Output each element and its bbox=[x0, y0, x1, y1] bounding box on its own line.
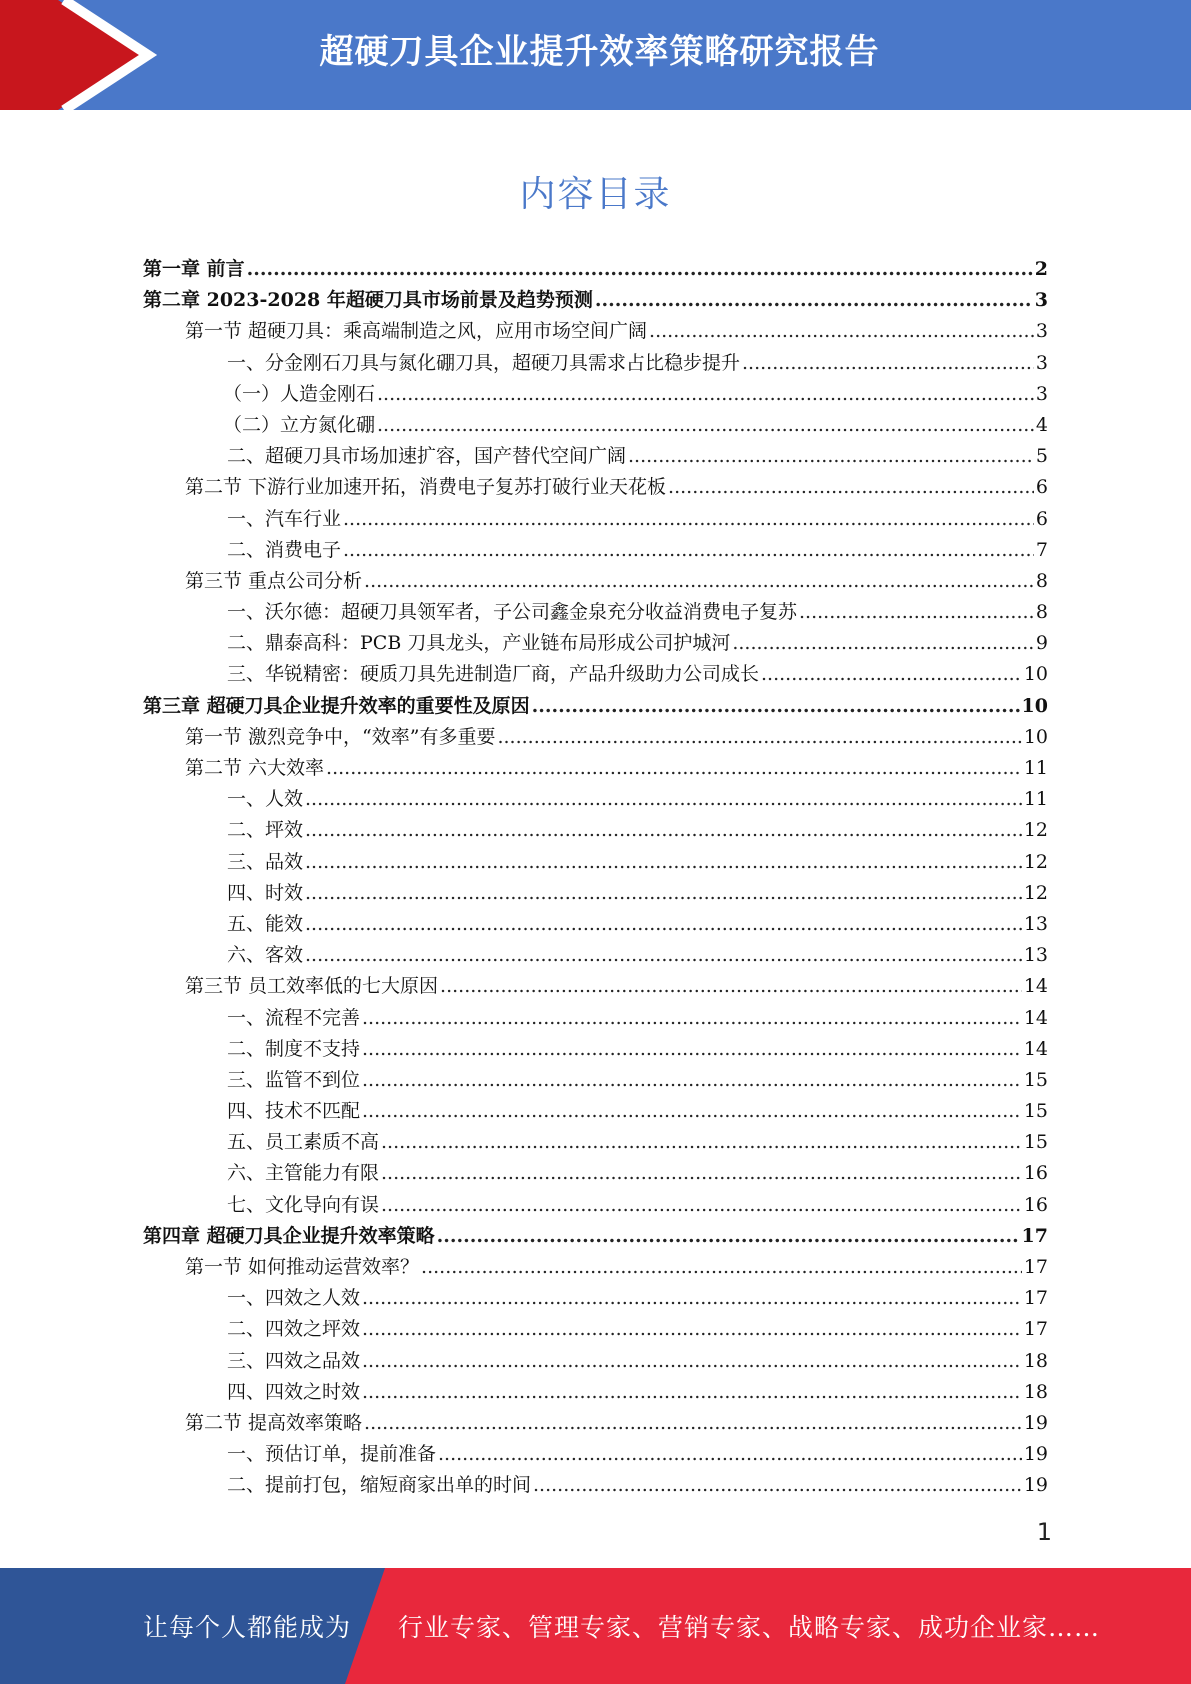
report-title: 超硬刀具企业提升效率策略研究报告 bbox=[319, 32, 880, 72]
toc-entry[interactable] bbox=[143, 1003, 1048, 1034]
toc-leader-dots bbox=[761, 659, 1022, 690]
toc-entry-label: 七、文化导向有误 bbox=[227, 1193, 380, 1216]
toc-entry-label: 第一节 激烈竞争中，“效率”有多重要 bbox=[185, 725, 496, 748]
toc-leader-dots bbox=[381, 1158, 1022, 1189]
toc-entry-label: 第二节 下游行业加速开拓，消费电子复苏打破行业天花板 bbox=[185, 476, 667, 499]
toc-entry-label: 第二节 提高效率策略 bbox=[185, 1411, 363, 1434]
toc-entry[interactable] bbox=[143, 316, 1048, 347]
toc-leader-dots bbox=[438, 1439, 1022, 1470]
toc-entry-page: 12 bbox=[1023, 850, 1048, 873]
toc-entry[interactable] bbox=[143, 1221, 1048, 1252]
toc-leader-dots bbox=[381, 1127, 1022, 1158]
toc-entry[interactable] bbox=[143, 1314, 1048, 1345]
toc-entry[interactable] bbox=[143, 1252, 1048, 1283]
toc-entry-page: 9 bbox=[1035, 632, 1048, 655]
toc-entry[interactable] bbox=[143, 1096, 1048, 1127]
toc-entry-page: 19 bbox=[1023, 1474, 1048, 1497]
toc-leader-dots bbox=[668, 472, 1034, 503]
toc-entry-page: 15 bbox=[1023, 1100, 1048, 1123]
toc-entry[interactable] bbox=[143, 659, 1048, 690]
toc-entry-page: 10 bbox=[1023, 725, 1048, 748]
toc-leader-dots bbox=[732, 628, 1034, 659]
toc-entry-page: 3 bbox=[1035, 351, 1048, 374]
toc-entry-page: 4 bbox=[1035, 413, 1048, 436]
toc-leader-dots bbox=[595, 285, 1033, 316]
toc-entry-label: 六、主管能力有限 bbox=[227, 1162, 380, 1185]
toc-entry-label: 一、流程不完善 bbox=[227, 1006, 361, 1029]
toc-entry[interactable] bbox=[143, 1127, 1048, 1158]
toc-entry-page: 13 bbox=[1023, 912, 1048, 935]
toc-entry-page: 17 bbox=[1023, 1256, 1048, 1278]
toc-entry[interactable] bbox=[143, 1346, 1048, 1377]
toc-leader-dots bbox=[497, 722, 1021, 753]
toc-leader-dots bbox=[364, 1408, 1022, 1439]
toc-entry-page: 6 bbox=[1035, 507, 1048, 530]
toc-entry-label: 一、汽车行业 bbox=[227, 507, 342, 530]
toc-entry[interactable] bbox=[143, 285, 1048, 316]
toc-entry-label: 四、时效 bbox=[227, 881, 304, 904]
page-number: 1 bbox=[1036, 1518, 1052, 1546]
toc-entry-label: 三、品效 bbox=[227, 850, 304, 873]
footer-slogan-left: 让每个人都能成为 bbox=[143, 1613, 352, 1642]
toc-leader-dots bbox=[343, 504, 1034, 535]
toc-entry[interactable] bbox=[143, 472, 1048, 503]
toc-entry-page: 17 bbox=[1021, 1224, 1048, 1247]
toc-entry[interactable] bbox=[143, 753, 1048, 784]
toc-entry-page: 10 bbox=[1021, 694, 1048, 717]
toc-entry-label: 一、分金刚石刀具与氮化硼刀具，超硬刀具需求占比稳步提升 bbox=[227, 351, 741, 374]
toc-entry[interactable] bbox=[143, 1470, 1048, 1501]
toc-leader-dots bbox=[247, 254, 1033, 285]
toc-entry[interactable] bbox=[143, 535, 1048, 566]
toc-entry-page: 3 bbox=[1035, 320, 1048, 343]
toc-entry-page: 6 bbox=[1035, 476, 1048, 499]
toc-entry[interactable] bbox=[143, 1190, 1048, 1221]
toc-entry-label: （一）人造金刚石 bbox=[223, 382, 376, 405]
toc-entry[interactable] bbox=[143, 379, 1048, 410]
toc-leader-dots bbox=[421, 1252, 1022, 1283]
toc-entry-label: 第三节 员工效率低的七大原因 bbox=[185, 975, 439, 998]
toc-entry[interactable] bbox=[143, 628, 1048, 659]
toc-leader-dots bbox=[326, 753, 1022, 784]
toc-entry-label: （二）立方氮化硼 bbox=[223, 413, 376, 436]
toc-entry-label: 三、华锐精密：硬质刀具先进制造厂商，产品升级助力公司成长 bbox=[227, 663, 760, 686]
toc-entry[interactable] bbox=[143, 1408, 1048, 1439]
toc-entry-page: 16 bbox=[1023, 1193, 1048, 1216]
toc-entry-label: 五、能效 bbox=[227, 912, 304, 935]
toc-leader-dots bbox=[305, 815, 1022, 846]
toc-entry-page: 19 bbox=[1023, 1443, 1048, 1466]
toc-entry-page: 10 bbox=[1023, 663, 1048, 686]
toc-entry-label: 三、监管不到位 bbox=[227, 1068, 361, 1091]
toc-leader-dots bbox=[628, 441, 1034, 472]
toc-leader-dots bbox=[305, 909, 1022, 940]
toc-leader-dots bbox=[305, 940, 1022, 971]
toc-leader-dots bbox=[305, 847, 1022, 878]
toc-entry-label: 四、技术不匹配 bbox=[227, 1100, 361, 1123]
toc-entry-label: 第一节 超硬刀具：乘高端制造之风，应用市场空间广阔 bbox=[185, 320, 648, 343]
toc-entry[interactable] bbox=[143, 1158, 1048, 1189]
toc-leader-dots bbox=[362, 1283, 1022, 1314]
toc-entry-page: 12 bbox=[1023, 819, 1048, 842]
toc-entry-label: 二、制度不支持 bbox=[227, 1037, 361, 1060]
toc-entry-page: 5 bbox=[1035, 445, 1048, 468]
toc-entry[interactable] bbox=[143, 566, 1048, 597]
toc-entry-page: 14 bbox=[1023, 975, 1048, 998]
toc-entry-page: 2 bbox=[1034, 258, 1048, 280]
toc-entry-label: 四、四效之时效 bbox=[227, 1380, 361, 1403]
toc-entry[interactable] bbox=[143, 1377, 1048, 1408]
toc-entry-label: 一、人效 bbox=[227, 788, 304, 811]
footer-slogan-right: 行业专家、管理专家、营销专家、战略专家、成功企业家…… bbox=[398, 1613, 1101, 1642]
toc-entry-page: 12 bbox=[1023, 881, 1048, 904]
toc-entry[interactable] bbox=[143, 1283, 1048, 1314]
toc-entry-label: 一、沃尔德：超硬刀具领军者，子公司鑫金泉充分收益消费电子复苏 bbox=[227, 601, 798, 624]
toc-entry[interactable] bbox=[143, 784, 1048, 815]
toc-entry[interactable] bbox=[143, 722, 1048, 753]
toc-entry-label: 第一章 前言 bbox=[143, 258, 245, 280]
toc-entry-page: 15 bbox=[1023, 1068, 1048, 1091]
toc-leader-dots bbox=[362, 1314, 1022, 1345]
toc-entry-label: 第三节 重点公司分析 bbox=[185, 569, 363, 592]
toc-entry-page: 14 bbox=[1023, 1037, 1048, 1060]
toc-leader-dots bbox=[362, 1034, 1022, 1065]
toc-entry-label: 二、鼎泰高科：PCB 刀具龙头，产业链布局形成公司护城河 bbox=[227, 632, 731, 655]
toc-entry-label: 三、四效之品效 bbox=[227, 1349, 361, 1372]
toc-entry-label: 二、提前打包，缩短商家出单的时间 bbox=[227, 1474, 532, 1497]
toc-entry-label: 一、预估订单，提前准备 bbox=[227, 1443, 437, 1466]
toc-entry-label: 第二节 六大效率 bbox=[185, 757, 325, 779]
toc-entry[interactable] bbox=[143, 971, 1048, 1002]
toc-leader-dots bbox=[362, 1065, 1022, 1096]
toc-entry-label: 一、四效之人效 bbox=[227, 1287, 361, 1310]
toc-leader-dots bbox=[377, 379, 1034, 410]
toc-entry[interactable] bbox=[143, 847, 1048, 878]
toc-entry-page: 8 bbox=[1035, 569, 1048, 592]
toc-leader-dots bbox=[649, 316, 1034, 347]
toc-entry[interactable] bbox=[143, 348, 1048, 379]
toc-entry[interactable] bbox=[143, 1439, 1048, 1470]
toc-leader-dots bbox=[364, 566, 1034, 597]
toc-entry-page: 7 bbox=[1035, 538, 1048, 561]
toc-entry-page: 3 bbox=[1035, 382, 1048, 405]
toc-entry-page: 17 bbox=[1023, 1318, 1048, 1341]
toc-leader-dots bbox=[381, 1190, 1022, 1221]
toc-entry-page: 16 bbox=[1023, 1162, 1048, 1185]
toc-entry[interactable] bbox=[143, 597, 1048, 628]
toc-leader-dots bbox=[362, 1377, 1022, 1408]
toc-entry[interactable] bbox=[143, 441, 1048, 472]
toc-leader-dots bbox=[440, 971, 1022, 1002]
toc-entry[interactable] bbox=[143, 940, 1048, 971]
toc-entry-label: 第二章 2023-2028 年超硬刀具市场前景及趋势预测 bbox=[143, 289, 593, 312]
toc-leader-dots bbox=[799, 597, 1034, 628]
toc-entry-label: 二、四效之坪效 bbox=[227, 1318, 361, 1341]
toc-entry-page: 15 bbox=[1023, 1131, 1048, 1154]
toc-leader-dots bbox=[742, 348, 1034, 379]
toc-leader-dots bbox=[343, 535, 1034, 566]
toc-entry-label: 第三章 超硬刀具企业提升效率的重要性及原因 bbox=[143, 694, 530, 717]
toc-leader-dots bbox=[377, 410, 1034, 441]
toc-entry-label: 第四章 超硬刀具企业提升效率策略 bbox=[143, 1224, 435, 1247]
table-of-contents bbox=[143, 254, 1048, 1502]
toc-leader-dots bbox=[532, 691, 1020, 722]
toc-entry[interactable] bbox=[143, 1034, 1048, 1065]
toc-entry[interactable] bbox=[143, 878, 1048, 909]
toc-entry-page: 17 bbox=[1023, 1287, 1048, 1310]
footer-banner bbox=[0, 1568, 1191, 1684]
toc-entry[interactable] bbox=[143, 691, 1048, 722]
toc-entry-label: 第一节 如何推动运营效率？ bbox=[185, 1256, 420, 1278]
toc-entry-page: 11 bbox=[1023, 757, 1048, 779]
toc-entry-page: 11 bbox=[1023, 788, 1048, 811]
toc-entry-label: 二、超硬刀具市场加速扩容，国产替代空间广阔 bbox=[227, 445, 627, 468]
toc-leader-dots bbox=[437, 1221, 1020, 1252]
toc-leader-dots bbox=[533, 1470, 1022, 1501]
toc-leader-dots bbox=[305, 784, 1022, 815]
toc-entry-page: 3 bbox=[1034, 289, 1048, 312]
toc-entry[interactable] bbox=[143, 254, 1048, 285]
toc-entry-label: 二、消费电子 bbox=[227, 538, 342, 561]
toc-entry-page: 18 bbox=[1023, 1380, 1048, 1403]
toc-entry-page: 19 bbox=[1023, 1411, 1048, 1434]
toc-entry-page: 13 bbox=[1023, 944, 1048, 967]
header-banner bbox=[0, 0, 1191, 110]
toc-entry-page: 18 bbox=[1023, 1349, 1048, 1372]
toc-leader-dots bbox=[305, 878, 1022, 909]
toc-heading: 内容目录 bbox=[519, 174, 672, 215]
toc-entry[interactable] bbox=[143, 504, 1048, 535]
toc-leader-dots bbox=[362, 1096, 1022, 1127]
toc-entry-label: 五、员工素质不高 bbox=[227, 1131, 380, 1154]
toc-entry-page: 8 bbox=[1035, 601, 1048, 624]
toc-entry[interactable] bbox=[143, 815, 1048, 846]
toc-entry-label: 二、坪效 bbox=[227, 819, 304, 842]
toc-entry[interactable] bbox=[143, 1065, 1048, 1096]
toc-entry-label: 六、客效 bbox=[227, 944, 304, 967]
toc-leader-dots bbox=[362, 1003, 1022, 1034]
toc-entry[interactable] bbox=[143, 410, 1048, 441]
toc-entry-page: 14 bbox=[1023, 1006, 1048, 1029]
toc-leader-dots bbox=[362, 1346, 1022, 1377]
toc-entry[interactable] bbox=[143, 909, 1048, 940]
